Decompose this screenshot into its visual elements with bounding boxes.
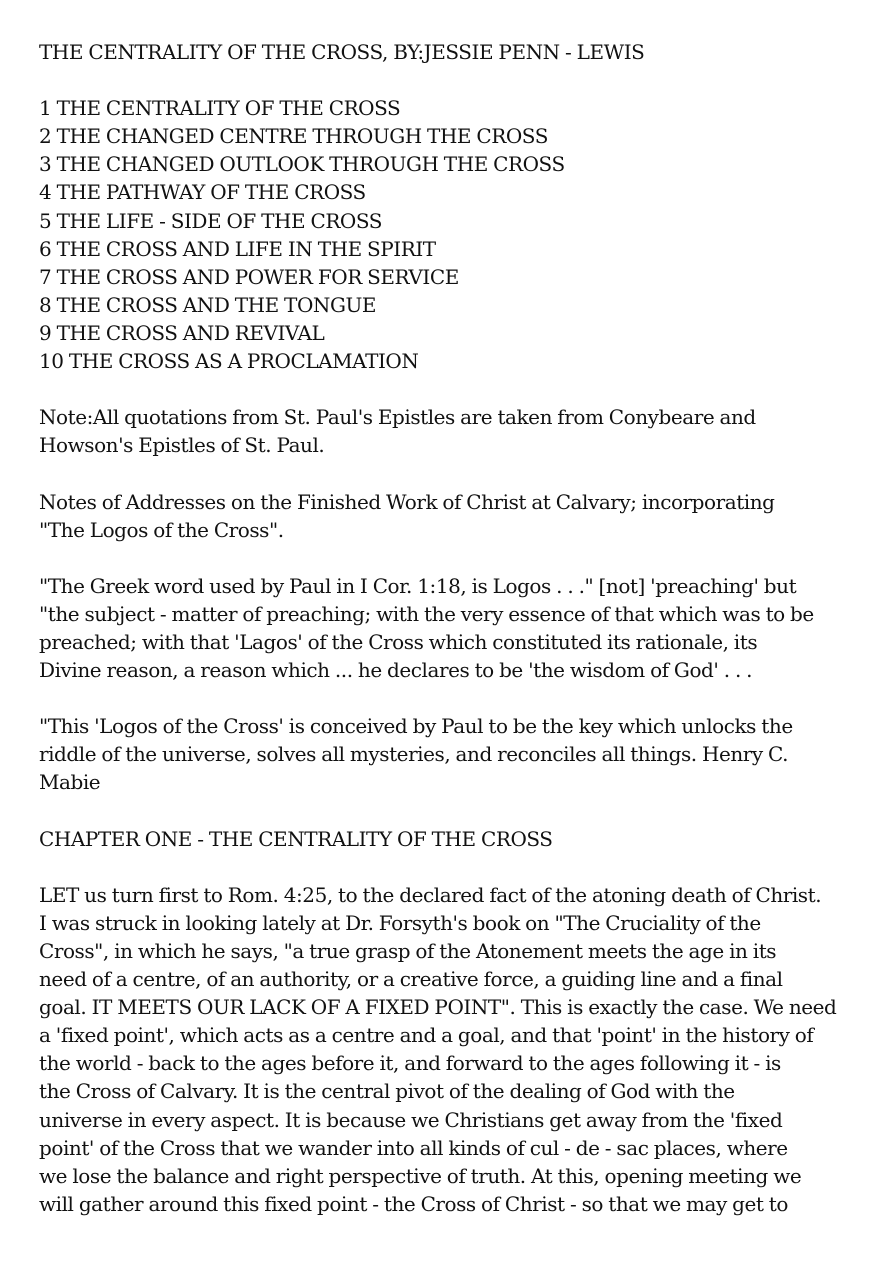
text-line: universe in every aspect. It is because we Christians get away from the 'fixed (39, 1107, 783, 1132)
text-line: Howson's Epistles of St. Paul. (39, 433, 325, 458)
text-line: "the subject - matter of preaching; with the very essence of that which was to be (39, 601, 814, 626)
toc-item: 3 THE CHANGED OUTLOOK THROUGH THE CROSS (39, 152, 565, 177)
text-line: Notes of Addresses on the Finished Work of Christ at Calvary; incorporating (39, 489, 775, 514)
toc-item: 9 THE CROSS AND REVIVAL (39, 320, 325, 345)
table-of-contents (39, 94, 869, 375)
text-line: LET us turn first to Rom. 4:25, to the declared fact of the atoning death of Christ. (39, 882, 822, 907)
toc-item: 10 THE CROSS AS A PROCLAMATION (39, 349, 419, 374)
greek-quote-paragraph (39, 572, 869, 684)
toc-item: 7 THE CROSS AND POWER FOR SERVICE (39, 264, 459, 289)
toc-item: 2 THE CHANGED CENTRE THROUGH THE CROSS (39, 124, 548, 149)
paragraph-gap (39, 684, 869, 712)
toc-item: 6 THE CROSS AND LIFE IN THE SPIRIT (39, 236, 436, 261)
text-line: "The Greek word used by Paul in I Cor. 1:18, is Logos . . ." [not] 'preaching' but (39, 573, 797, 598)
text-line: preached; with that 'Lagos' of the Cross which constituted its rationale, its (39, 629, 758, 654)
document-title: THE CENTRALITY OF THE CROSS, BY:JESSIE PENN - LEWIS (39, 40, 645, 64)
toc-item: 5 THE LIFE - SIDE OF THE CROSS (39, 208, 383, 233)
text-line: the Cross of Calvary. It is the central pivot of the dealing of God with the (39, 1079, 735, 1104)
text-line: "This 'Logos of the Cross' is conceived by Paul to be the key which unlocks the (39, 714, 793, 739)
paragraph-gap (39, 797, 869, 825)
chapter-body-paragraph (39, 881, 869, 1218)
text-line: I was struck in looking lately at Dr. Forsyth's book on "The Cruciality of the (39, 910, 761, 935)
addresses-paragraph (39, 488, 869, 544)
text-line: will gather around this fixed point - the Cross of Christ - so that we may get to (39, 1191, 788, 1216)
text-line: we lose the balance and right perspective of truth. At this, opening meeting we (39, 1163, 802, 1188)
text-line: point' of the Cross that we wander into all kinds of cul - de - sac places, where (39, 1135, 788, 1160)
text-line: "The Logos of the Cross". (39, 517, 284, 542)
text-line: Cross", in which he says, "a true grasp of the Atonement meets the age in its (39, 939, 777, 963)
text-line: riddle of the universe, solves all mysteries, and reconciles all things. Henry C. (39, 742, 789, 767)
paragraph-gap (39, 544, 869, 572)
text-line: Mabie (39, 770, 101, 795)
chapter-heading: CHAPTER ONE - THE CENTRALITY OF THE CROSS (39, 826, 553, 851)
toc-item: 1 THE CENTRALITY OF THE CROSS (39, 96, 401, 121)
paragraph-gap (39, 375, 869, 403)
logos-quote-paragraph (39, 712, 869, 796)
document-page (39, 38, 869, 1218)
paragraph-gap (39, 459, 869, 487)
note-paragraph (39, 403, 869, 459)
toc-item: 8 THE CROSS AND THE TONGUE (39, 292, 377, 317)
paragraph-gap (39, 853, 869, 881)
text-line: a 'fixed point', which acts as a centre and a goal, and that 'point' in the history of (39, 1023, 814, 1048)
paragraph-gap (39, 66, 869, 94)
text-line: Note:All quotations from St. Paul's Epistles are taken from Conybeare and (39, 405, 756, 430)
text-line: goal. IT MEETS OUR LACK OF A FIXED POINT". This is exactly the case. We need (39, 995, 837, 1020)
text-line: Divine reason, a reason which ... he declares to be 'the wisdom of God' . . . (39, 658, 753, 683)
toc-item: 4 THE PATHWAY OF THE CROSS (39, 180, 366, 205)
text-line: the world - back to the ages before it, and forward to the ages following it - is (39, 1051, 781, 1076)
text-line: need of a centre, of an authority, or a creative force, a guiding line and a final (39, 967, 783, 992)
